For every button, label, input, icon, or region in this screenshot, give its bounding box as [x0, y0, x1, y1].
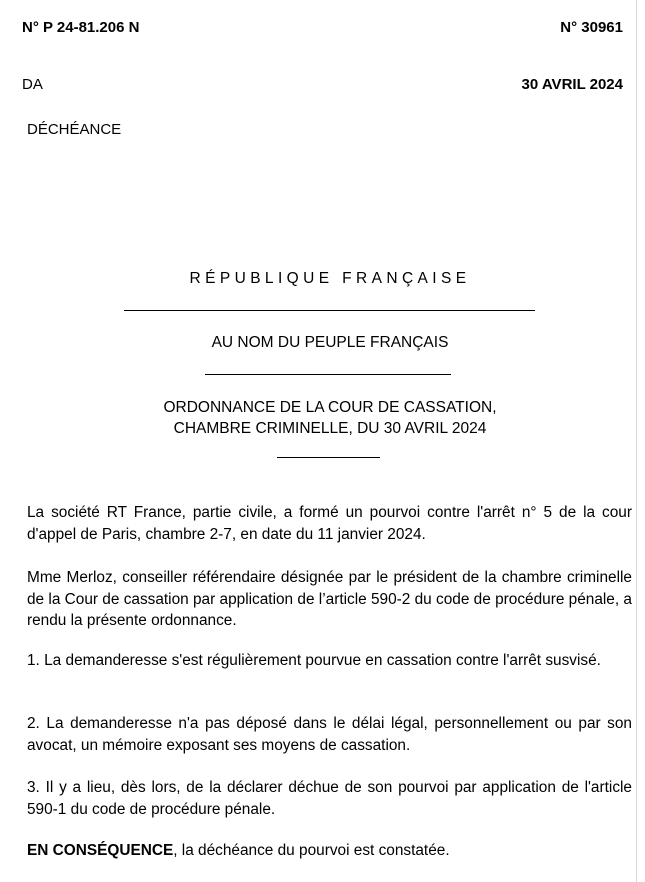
- people-heading: AU NOM DU PEUPLE FRANÇAIS: [211, 334, 449, 351]
- case-number: N° P 24-81.206 N: [22, 19, 140, 36]
- separator-rule-2: [205, 374, 451, 375]
- ordonnance-title: [0, 397, 645, 439]
- decision-date: 30 AVRIL 2024: [521, 76, 623, 93]
- conclusion-keyword: EN CONSÉQUENCE: [27, 842, 174, 859]
- ordonnance-title-line-1: ORDONNANCE DE LA COUR DE CASSATION,: [163, 399, 497, 416]
- paragraph-judge: Mme Merloz, conseiller référendaire désignée par le président de la chambre criminelle de la Cour de cassation par application de l’article 590-2 du code de procédure pénale, a rendu la présente ordonnance.: [27, 569, 632, 629]
- separator-rule-1: [124, 310, 535, 311]
- decision-number: N° 30961: [560, 19, 623, 36]
- conclusion-text: , la déchéance du pourvoi est constatée.: [173, 842, 450, 859]
- decision-type: DÉCHÉANCE: [27, 121, 122, 138]
- separator-rule-3: [277, 457, 380, 458]
- ordonnance-title-line-2: CHAMBRE CRIMINELLE, DU 30 AVRIL 2024: [173, 420, 487, 437]
- paragraph-appeal: La société RT France, partie civile, a formé un pourvoi contre l'arrêt n° 5 de la cour d'appel de Paris, chambre 2-7, en date du 11 janvier 2024.: [27, 504, 632, 543]
- page-edge-border: [636, 0, 637, 882]
- republic-heading: RÉPUBLIQUE FRANÇAISE: [189, 270, 471, 287]
- paragraph-conclusion: [27, 840, 632, 862]
- paragraph-point-3: 3. Il y a lieu, dès lors, de la déclarer déchue de son pourvoi par application de l'article 590-1 du code de procédure pénale.: [27, 779, 632, 818]
- paragraph-point-1: 1. La demanderesse s'est régulièrement pourvue en cassation contre l'arrêt susvisé.: [27, 652, 601, 669]
- paragraph-point-2: 2. La demanderesse n'a pas déposé dans le délai légal, personnellement ou par son avocat, un mémoire exposant ses moyens de cassation.: [27, 715, 632, 754]
- chamber-code: DA: [22, 76, 43, 93]
